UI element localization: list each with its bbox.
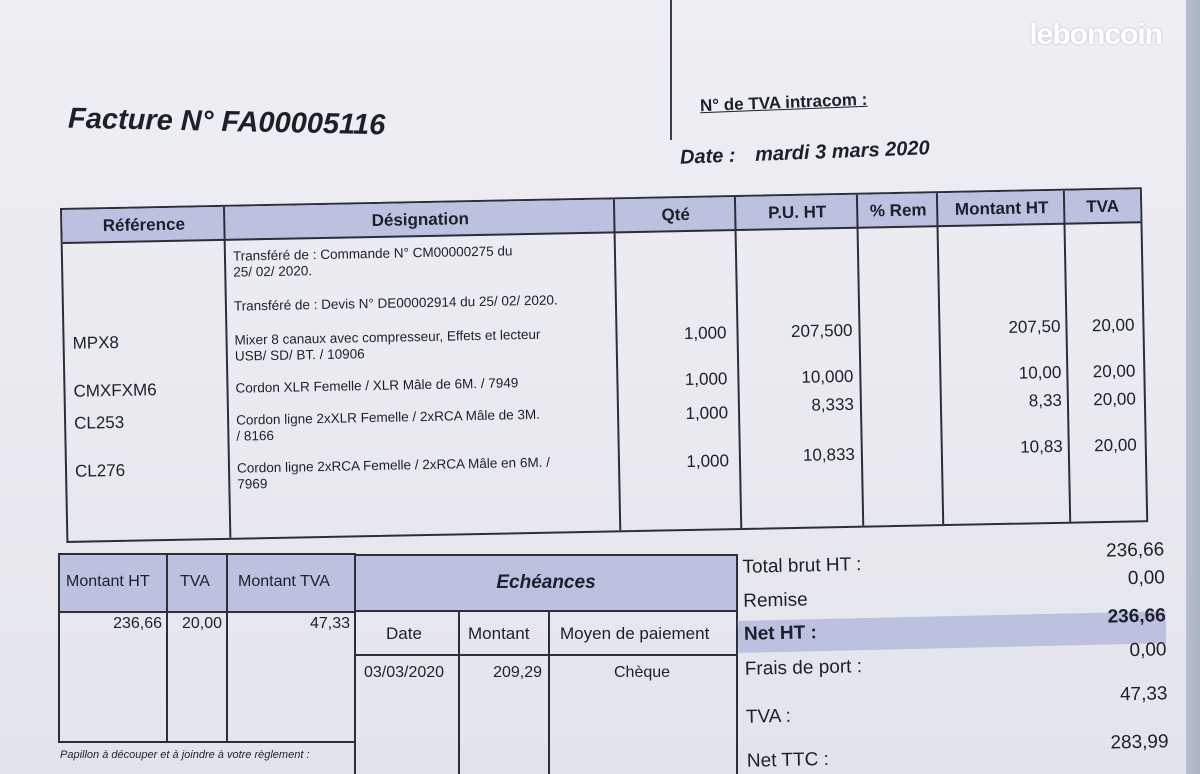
tva-summary-ht-value: 236,66 xyxy=(113,615,162,632)
row-reference: CMXFXM6 xyxy=(73,380,157,401)
echeances xyxy=(354,554,738,774)
designation-line: USB/ SD/ BT. / 10906 xyxy=(234,346,365,364)
col-tva xyxy=(1065,189,1146,521)
total-value: 283,99 xyxy=(1110,731,1169,754)
total-value: 0,00 xyxy=(1127,567,1166,590)
col-qty xyxy=(615,197,742,530)
page-edge xyxy=(1186,0,1200,774)
total-label: Net TTC : xyxy=(746,748,830,772)
row-pu: 10,833 xyxy=(802,444,856,465)
row-designation xyxy=(234,327,540,365)
row-reference: MPX8 xyxy=(72,332,120,353)
invoice-title: Facture N° FA00005116 xyxy=(67,102,386,142)
header-qty: Qté xyxy=(661,204,691,225)
row-tva: 20,00 xyxy=(1092,361,1136,382)
echeances-title: Echéances xyxy=(356,556,736,612)
row-designation xyxy=(236,407,540,445)
total-label: Total brut HT : xyxy=(742,554,862,578)
row-tva: 20,00 xyxy=(1093,389,1137,410)
header-tva: TVA xyxy=(1086,196,1120,217)
total-brut-ht xyxy=(736,539,1165,587)
tva-summary-tva-value: 20,00 xyxy=(181,615,222,632)
tva-summary-header-ht: Montant HT xyxy=(66,573,150,590)
designation-line: Cordon ligne 2xXLR Femelle / 2xRCA Mâle de 3M. xyxy=(235,406,541,428)
footnote: Papillon à découper et à joindre à votre règlement : xyxy=(60,749,310,761)
header-pu: P.U. HT xyxy=(767,202,827,223)
col-pu xyxy=(736,195,864,528)
total-label: Remise xyxy=(743,589,808,612)
echeances-divider xyxy=(548,612,550,774)
header-montant: Montant HT xyxy=(954,198,1049,219)
row-montant: 10,83 xyxy=(1020,436,1063,457)
col-reference xyxy=(62,207,231,541)
totals-block xyxy=(736,535,1169,774)
row-reference: CL253 xyxy=(73,412,125,433)
header-reference: Référence xyxy=(102,214,186,236)
fold-line xyxy=(670,0,672,140)
total-label: Net HT : xyxy=(743,622,818,645)
row-qty: 1,000 xyxy=(683,323,727,344)
tva-summary-divider xyxy=(166,555,168,741)
row-qty: 1,000 xyxy=(685,403,729,424)
header-rem: % Rem xyxy=(869,200,927,221)
transfer-note xyxy=(233,243,513,280)
total-value: 0,00 xyxy=(1129,639,1167,662)
echeances-divider xyxy=(458,612,460,774)
total-label: TVA : xyxy=(745,705,792,728)
row-reference: CL276 xyxy=(74,460,126,481)
col-rem xyxy=(858,193,944,525)
echeances-header-date: Date xyxy=(386,624,422,643)
tva-summary-header-tva: TVA xyxy=(180,573,210,590)
date-value: mardi 3 mars 2020 xyxy=(754,137,931,166)
row-qty: 1,000 xyxy=(686,451,730,472)
designation-line: Cordon XLR Femelle / XLR Mâle de 6M. / 7949 xyxy=(235,375,519,396)
frais-de-port xyxy=(739,639,1168,689)
tva-summary-montant-tva-value: 47,33 xyxy=(309,615,350,632)
echeances-header-moyen: Moyen de paiement xyxy=(560,624,710,643)
items-table xyxy=(60,187,1148,543)
net-ttc xyxy=(741,731,1170,774)
col-montant xyxy=(938,191,1071,524)
row-montant: 8,33 xyxy=(1028,390,1063,411)
designation-line: Cordon ligne 2xRCA Femelle / 2xRCA Mâle en 6M. / xyxy=(236,454,551,476)
total-label: Frais de port : xyxy=(744,656,863,680)
designation-line: Mixer 8 canaux avec compresseur, Effets et lecteur xyxy=(234,326,541,348)
echeances-header-montant: Montant xyxy=(468,624,530,643)
date-label: Date : xyxy=(679,144,737,169)
row-montant: 207,50 xyxy=(1008,316,1061,337)
row-montant: 10,00 xyxy=(1018,362,1062,383)
row-tva: 20,00 xyxy=(1094,435,1137,456)
brand-logo: leboncoin xyxy=(1029,18,1162,51)
row-pu: 10,000 xyxy=(801,366,854,387)
tva-intracom-label: N° de TVA intracom : xyxy=(699,89,868,116)
tva-summary xyxy=(58,553,356,743)
row-pu: 8,333 xyxy=(811,394,855,415)
transfer-note-line: Transféré de : Commande N° CM00000275 du xyxy=(232,243,513,264)
transfer-note-line: Transféré de : Devis N° DE00002914 du 25/ 02/ 2020. xyxy=(233,292,558,314)
echeance-moyen: Chèque xyxy=(614,664,671,681)
row-tva: 20,00 xyxy=(1091,315,1135,336)
designation-line: 7969 xyxy=(237,476,268,492)
tva-summary-header-montant-tva: Montant TVA xyxy=(238,573,330,590)
row-pu: 207,500 xyxy=(790,320,853,341)
transfer-note-line: 25/ 02/ 2020. xyxy=(233,263,313,280)
header-designation: Désignation xyxy=(371,209,470,231)
invoice-date xyxy=(680,137,930,170)
row-qty: 1,000 xyxy=(684,369,728,390)
echeance-montant: 209,29 xyxy=(493,664,542,681)
echeance-date: 03/03/2020 xyxy=(364,664,445,681)
tva-summary-divider xyxy=(226,555,228,741)
row-designation xyxy=(237,455,550,493)
total-value: 47,33 xyxy=(1119,683,1168,706)
designation-line: / 8166 xyxy=(236,427,275,444)
total-value: 236,66 xyxy=(1105,539,1165,562)
tva-total xyxy=(740,683,1169,737)
total-value: 236,66 xyxy=(1107,605,1166,628)
